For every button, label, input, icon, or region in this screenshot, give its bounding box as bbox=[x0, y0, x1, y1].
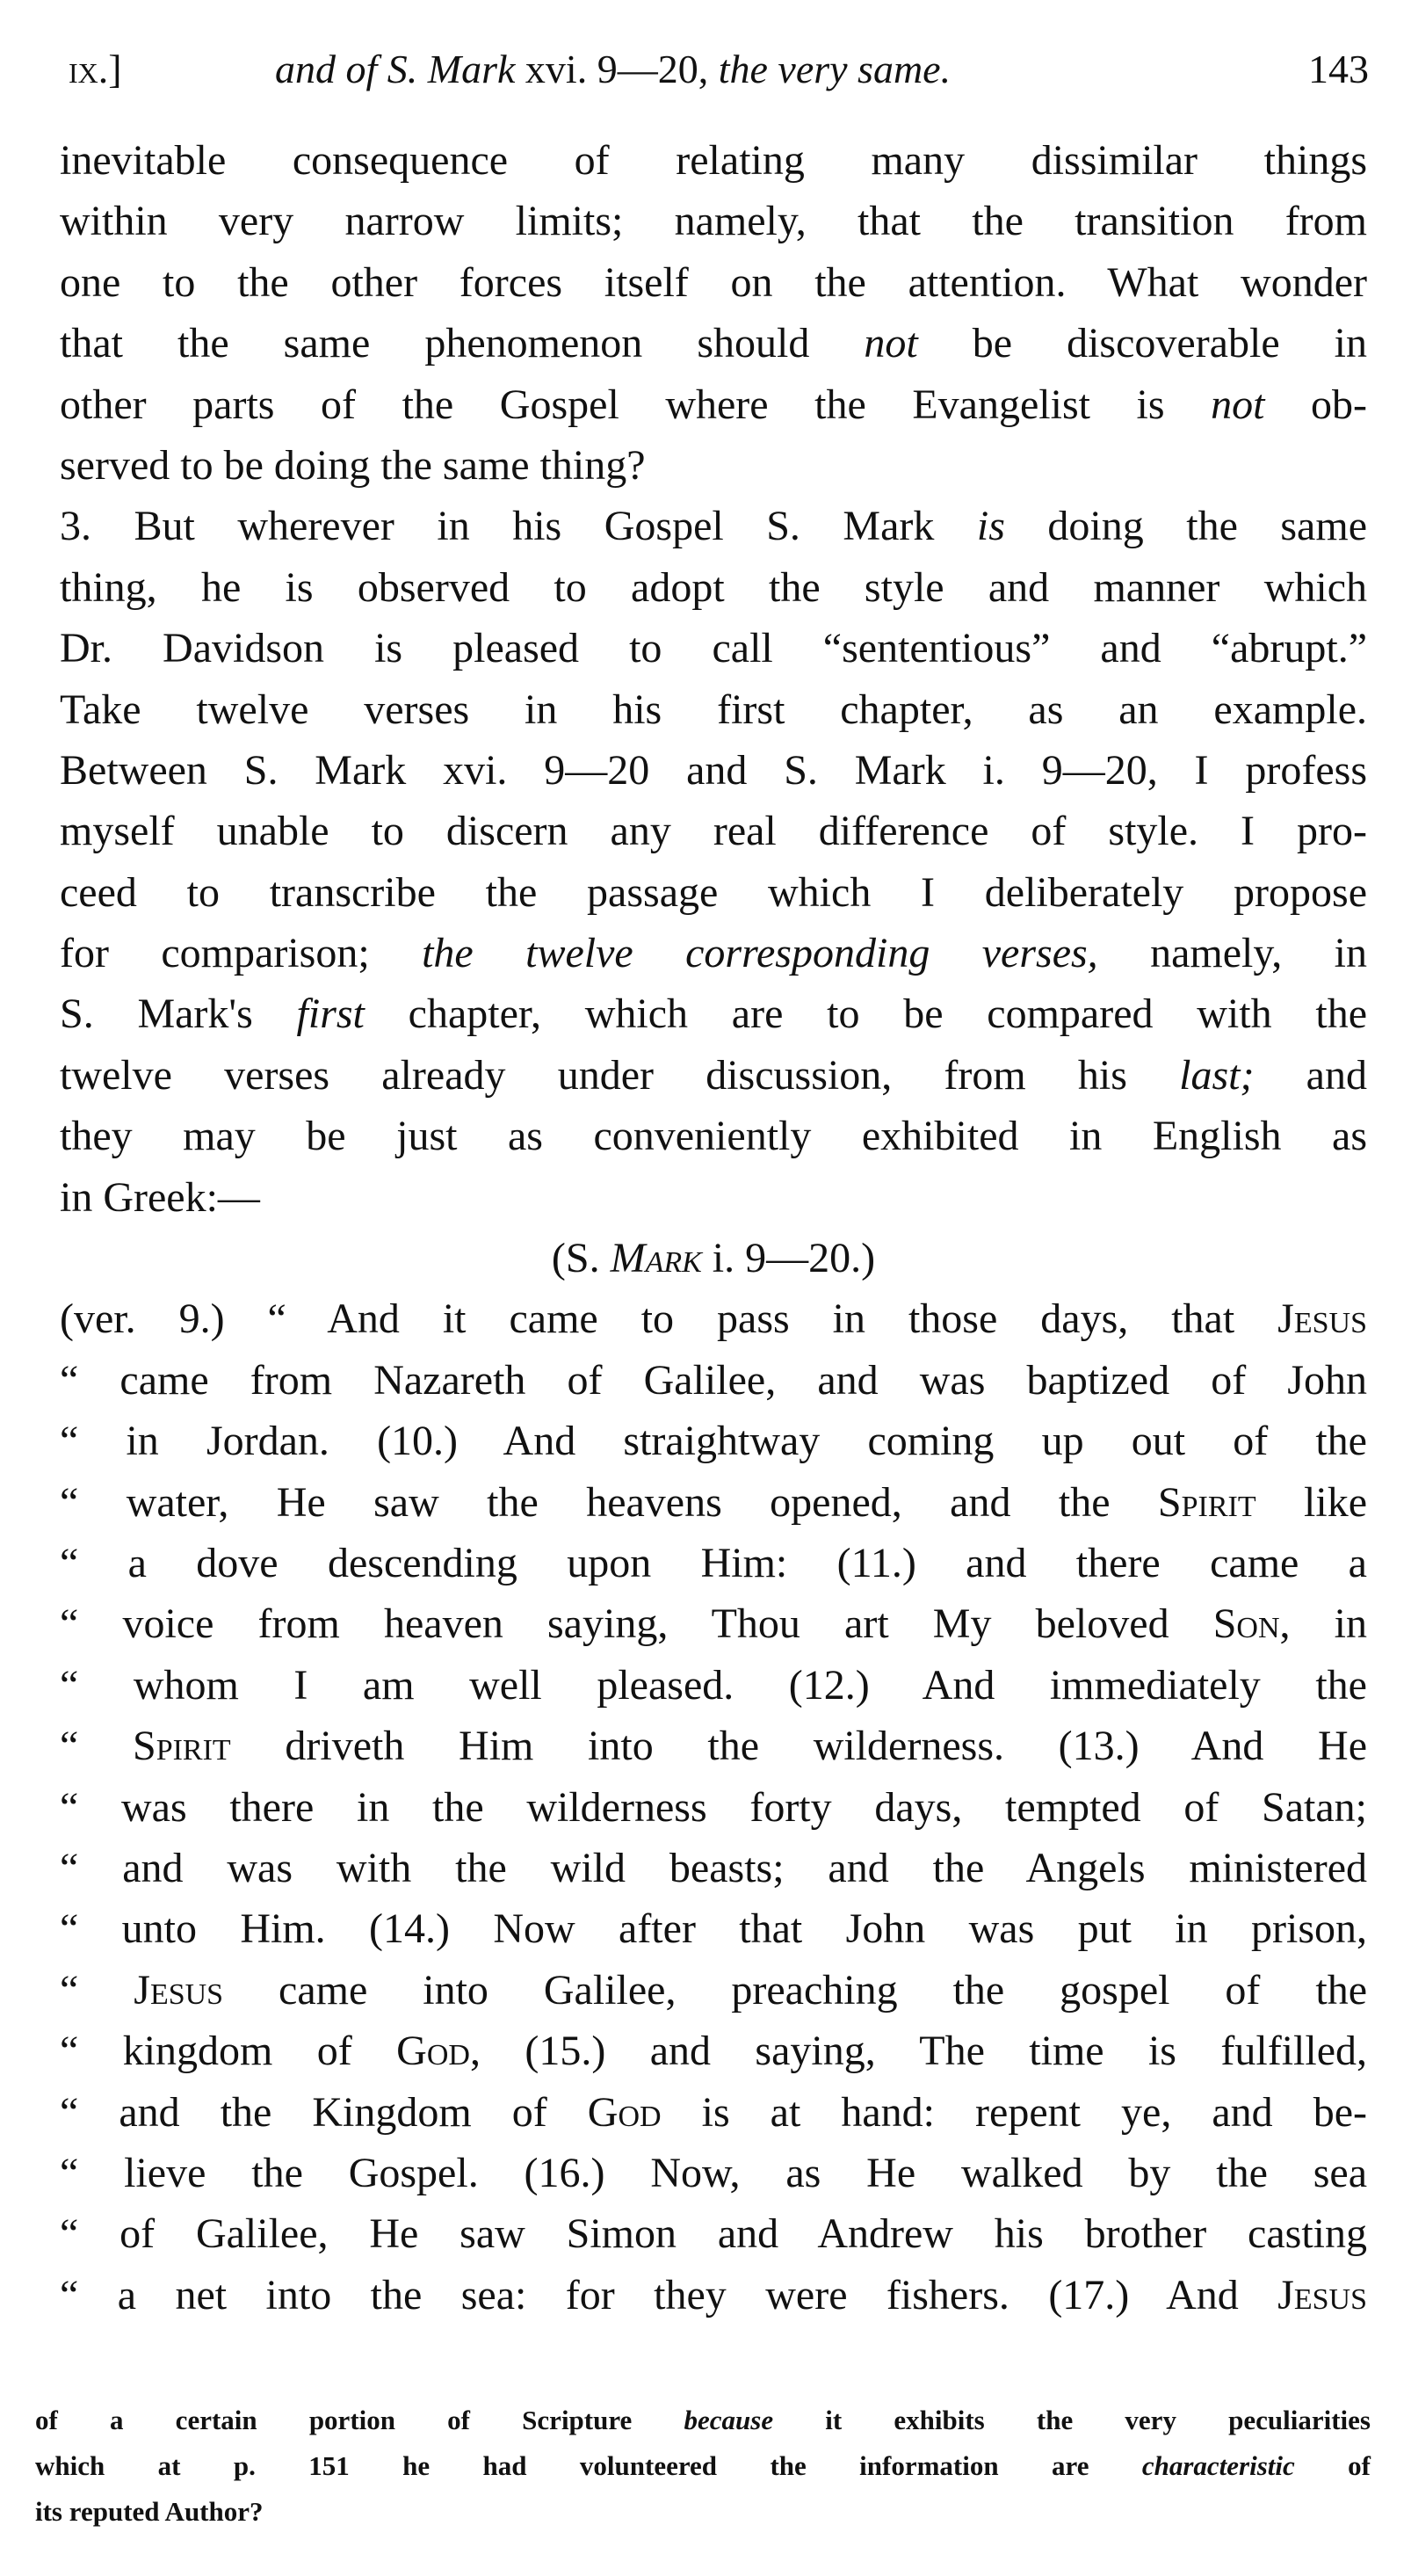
footnote-line: which at p. 151 he had volunteered the information are characteristic of bbox=[35, 2450, 1371, 2481]
quote-line: “ and was with the wild beasts; and the Angels ministered bbox=[60, 1844, 1367, 1891]
text-line: twelve verses already under discussion, from his last; and bbox=[60, 1051, 1367, 1099]
main-text bbox=[60, 130, 1367, 2326]
quote-line: “ water, He saw the heavens opened, and the Spirit like bbox=[60, 1478, 1367, 1526]
quote-line: “ lieve the Gospel. (16.) Now, as He walked by the sea bbox=[60, 2149, 1367, 2196]
footnote-line: of a certain portion of Scripture because it exhibits the very peculiarities bbox=[35, 2405, 1371, 2435]
quoted-passage bbox=[60, 1288, 1367, 2326]
page-number: 143 bbox=[1308, 47, 1369, 91]
text-line: other parts of the Gospel where the Evangelist is not ob- bbox=[60, 381, 1367, 428]
section-heading-book: Mark bbox=[610, 1235, 702, 1282]
section-heading-ref: i. 9—20.) bbox=[701, 1235, 876, 1282]
text-line: thing, he is observed to adopt the style and manner which bbox=[60, 563, 1367, 611]
running-header bbox=[69, 39, 1369, 100]
running-title-pre: and of S. Mark bbox=[275, 47, 516, 91]
running-title-ref: xvi. 9—20, bbox=[525, 47, 709, 91]
text-line: that the same phenomenon should not be discoverable in bbox=[60, 320, 1367, 367]
footnote-line: its reputed Author? bbox=[35, 2496, 264, 2527]
footnote bbox=[35, 2398, 1371, 2535]
text-line: 3. But wherever in his Gospel S. Mark is doing the same bbox=[60, 503, 1367, 550]
running-title-post: the very same. bbox=[718, 47, 952, 91]
quote-line: “ a net into the sea: for they were fishers. (17.) And Jesus bbox=[60, 2271, 1367, 2318]
text-line: Dr. Davidson is pleased to call “sententious” and “abrupt.” bbox=[60, 625, 1367, 672]
paragraph-block bbox=[60, 130, 1367, 1228]
text-line: in Greek:— bbox=[60, 1173, 260, 1221]
text-line: myself unable to discern any real difference of style. I pro- bbox=[60, 808, 1367, 855]
text-line: they may be just as conveniently exhibited in English as bbox=[60, 1113, 1367, 1160]
quote-line: “ was there in the wilderness forty days, tempted of Satan; bbox=[60, 1783, 1367, 1831]
quote-line: “ whom I am well pleased. (12.) And immediately the bbox=[60, 1661, 1367, 1709]
text-line: one to the other forces itself on the attention. What wonder bbox=[60, 258, 1367, 306]
quote-line: “ came from Nazareth of Galilee, and was baptized of John bbox=[60, 1356, 1367, 1404]
section-heading-pre: (S. bbox=[551, 1235, 611, 1282]
quote-line: “ in Jordan. (10.) And straightway coming up out of the bbox=[60, 1418, 1367, 1465]
text-line: Take twelve verses in his first chapter, as an example. bbox=[60, 686, 1367, 733]
text-line: served to be doing the same thing? bbox=[60, 441, 646, 489]
quote-line: (ver. 9.) “ And it came to pass in those days, that Jesus bbox=[60, 1295, 1367, 1343]
quote-line: “ voice from heaven saying, Thou art My beloved Son, in bbox=[60, 1600, 1367, 1648]
text-line: for comparison; the twelve corresponding verses, namely, in bbox=[60, 930, 1367, 977]
text-line: ceed to transcribe the passage which I deliberately propose bbox=[60, 868, 1367, 916]
text-line: inevitable consequence of relating many dissimilar things bbox=[60, 137, 1367, 184]
quote-line: “ and the Kingdom of God is at hand: repent ye, and be- bbox=[60, 2088, 1368, 2136]
text-line: S. Mark's first chapter, which are to be compared with the bbox=[60, 990, 1368, 1038]
text-line: Between S. Mark xvi. 9—20 and S. Mark i. 9—20, I profess bbox=[60, 746, 1367, 794]
text-line: within very narrow limits; namely, that the transition from bbox=[60, 198, 1367, 245]
quote-line: “ kingdom of God, (15.) and saying, The time is fulfilled, bbox=[60, 2028, 1368, 2075]
quote-line: “ Jesus came into Galilee, preaching the gospel of the bbox=[60, 1966, 1368, 2014]
quote-line: “ of Galilee, He saw Simon and Andrew his brother casting bbox=[60, 2210, 1367, 2258]
quote-line: “ unto Him. (14.) Now after that John was put in prison, bbox=[60, 1905, 1367, 1953]
section-heading bbox=[60, 1228, 1367, 1288]
quote-line: “ Spirit driveth Him into the wilderness. (13.) And He bbox=[60, 1723, 1367, 1770]
running-title bbox=[275, 39, 951, 100]
quote-line: “ a dove descending upon Him: (11.) and there came a bbox=[60, 1539, 1367, 1586]
chapter-marker: ix.] bbox=[69, 47, 122, 91]
